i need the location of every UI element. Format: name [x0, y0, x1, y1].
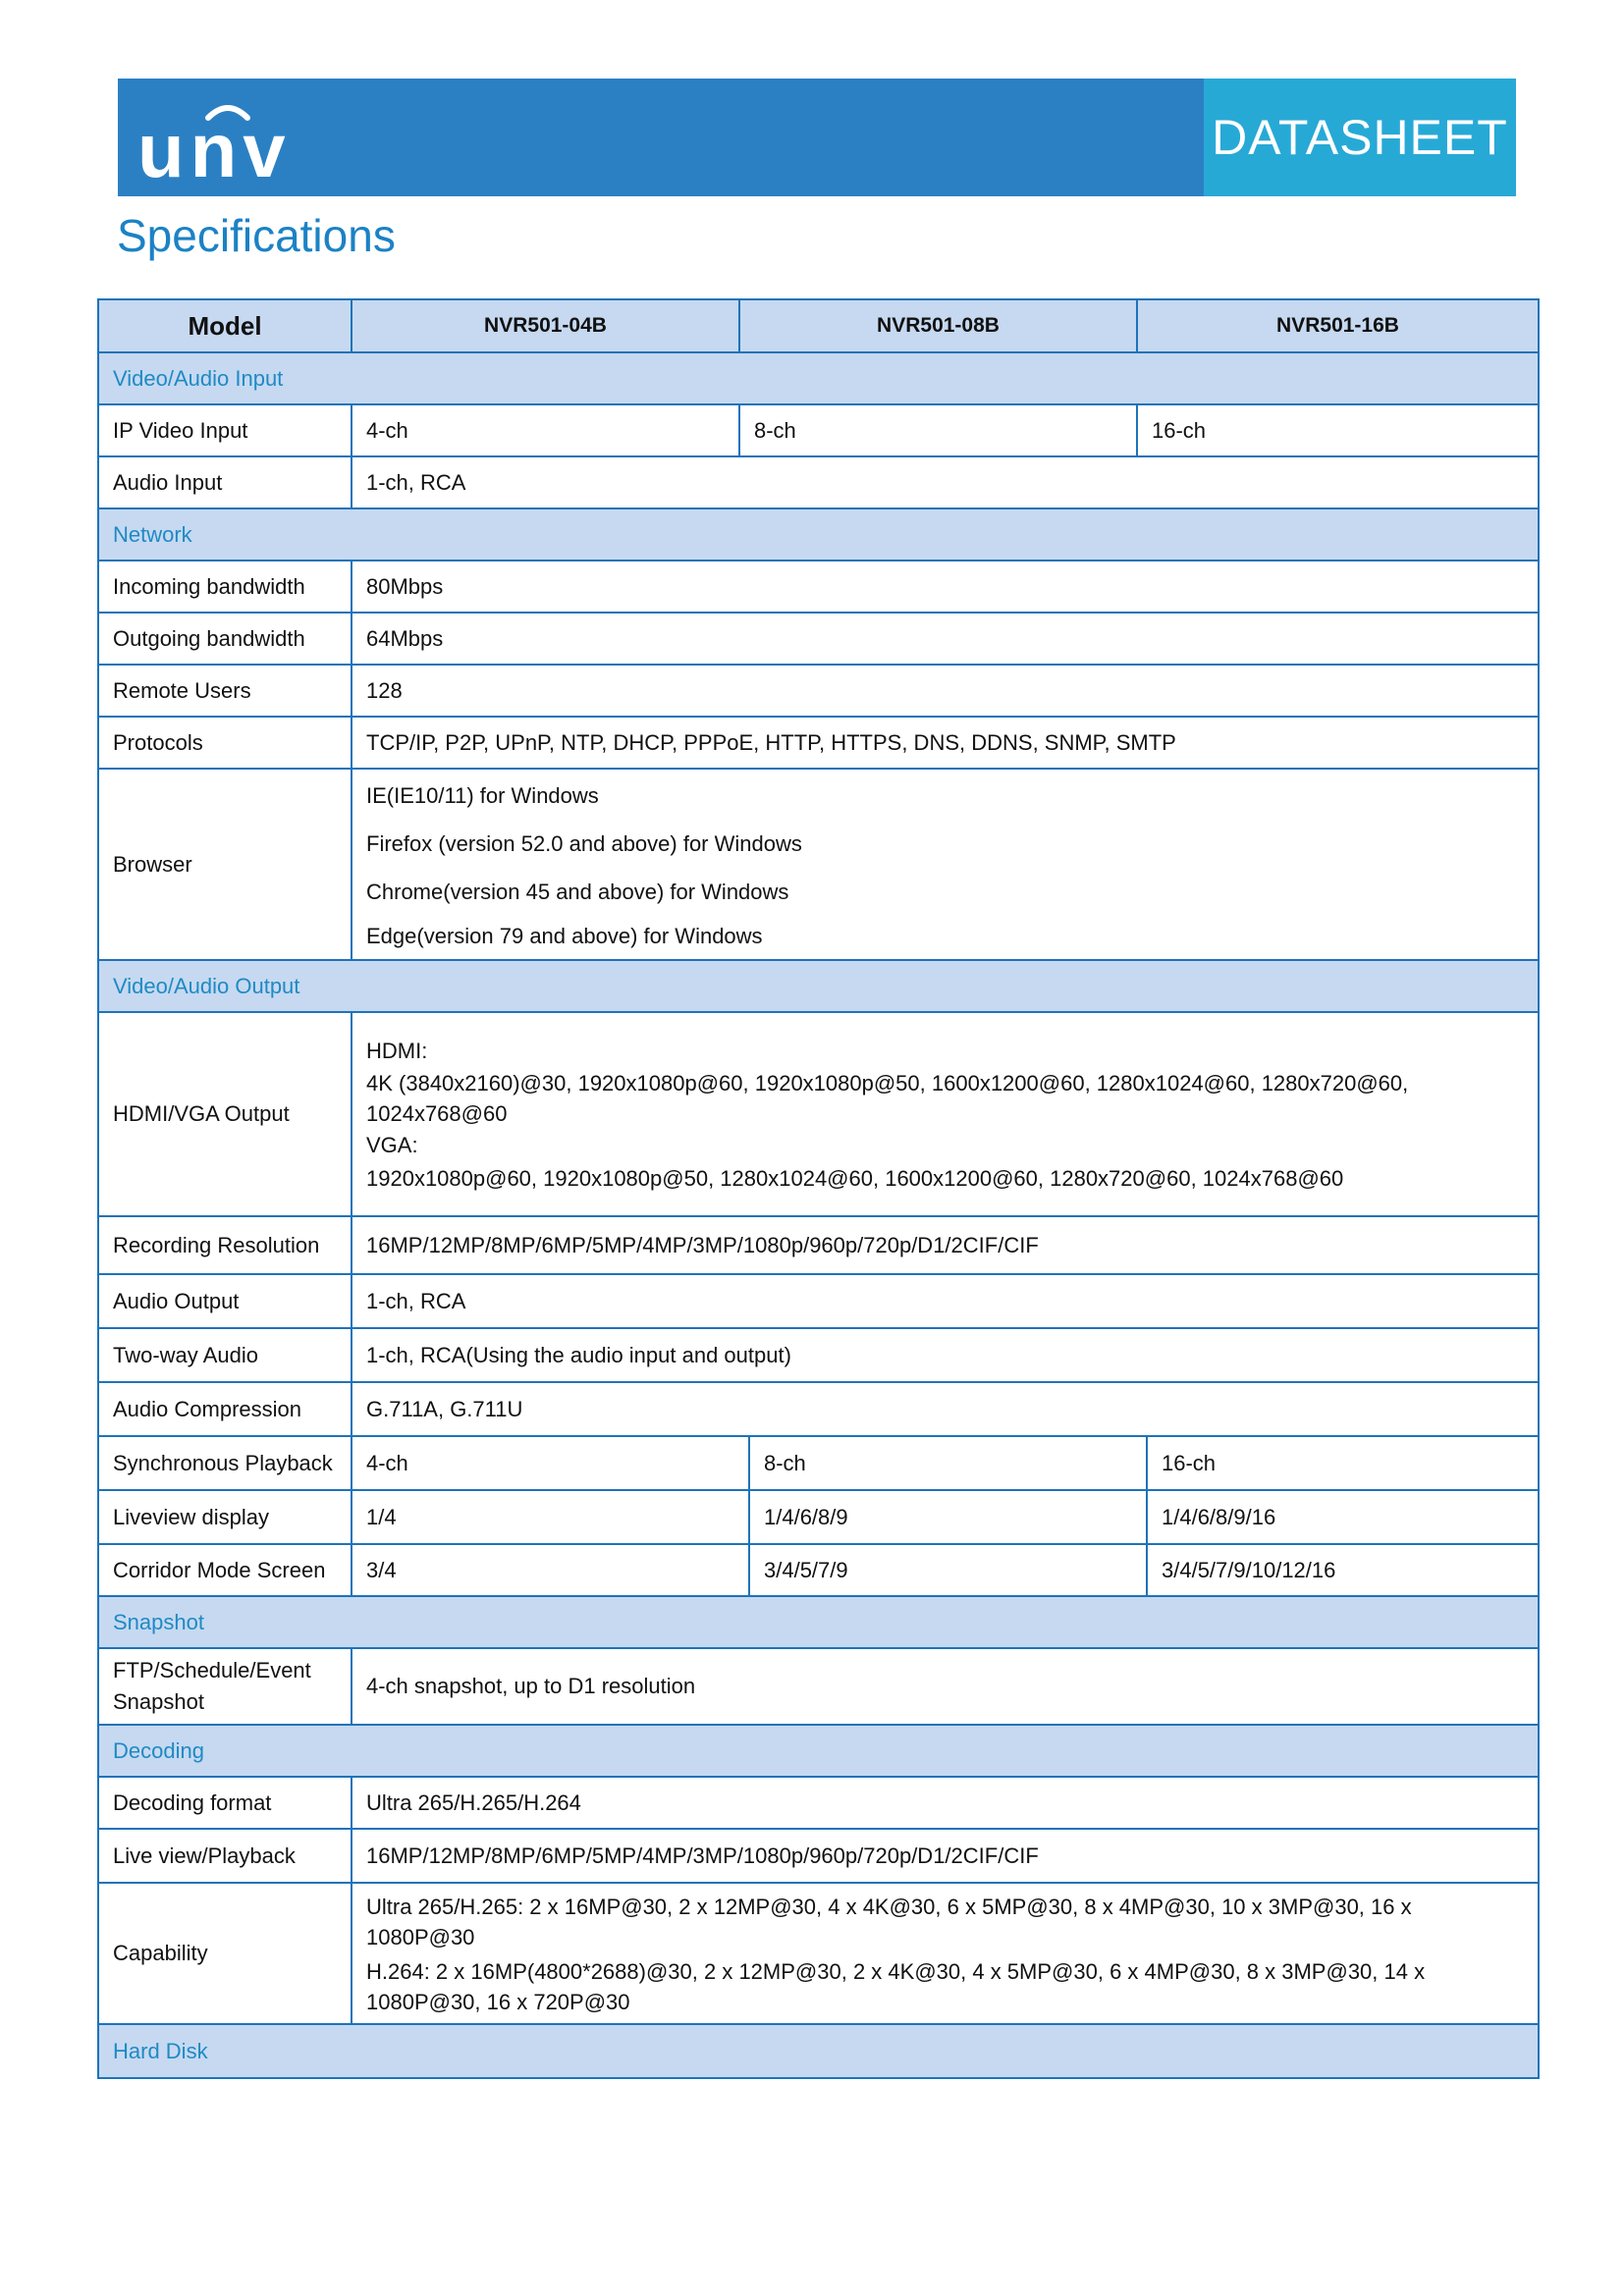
row-label: Incoming bandwidth [98, 561, 352, 613]
vga-line: 1920x1080p@60, 1920x1080p@50, 1280x1024@60, 1600x1200@60, 1280x720@60, 1024x768@60 [366, 1166, 1344, 1191]
row-label: Audio Input [98, 456, 352, 508]
cell-value: 64Mbps [352, 613, 1539, 665]
cell-value: 1-ch, RCA(Using the audio input and output) [352, 1328, 1539, 1382]
cell-value: 16-ch [1147, 1436, 1539, 1490]
row-label: Capability [98, 1883, 352, 2024]
vga-line: VGA: [366, 1133, 418, 1157]
header-banner [118, 79, 1516, 196]
row-label: Decoding format [98, 1777, 352, 1829]
browser-line: Edge(version 79 and above) for Windows [366, 924, 763, 948]
table-row [98, 456, 1539, 508]
row-label: Two-way Audio [98, 1328, 352, 1382]
cell-value: 1/4 [352, 1490, 749, 1544]
svg-text:unv: unv [137, 107, 292, 188]
cell-value: 1/4/6/8/9 [749, 1490, 1147, 1544]
table-row [98, 1012, 1539, 1216]
cell-value: 128 [352, 665, 1539, 717]
row-label: IP Video Input [98, 404, 352, 456]
row-label: Browser [98, 769, 352, 960]
section-row [98, 352, 1539, 404]
cell-value: 8-ch [749, 1436, 1147, 1490]
row-label: Remote Users [98, 665, 352, 717]
cell-value: Ultra 265/H.265/H.264 [352, 1777, 1539, 1829]
row-label: Recording Resolution [98, 1216, 352, 1274]
cell-value [352, 769, 1539, 960]
spec-table [97, 298, 1540, 2079]
cell-value: 16MP/12MP/8MP/6MP/5MP/4MP/3MP/1080p/960p/720p/D1/2CIF/CIF [352, 1829, 1539, 1883]
section-row [98, 1596, 1539, 1648]
row-label: Audio Compression [98, 1382, 352, 1436]
section-hard-disk: Hard Disk [98, 2024, 1539, 2078]
table-row [98, 665, 1539, 717]
table-row [98, 1777, 1539, 1829]
section-row [98, 508, 1539, 561]
table-row [98, 1274, 1539, 1328]
header-model: Model [98, 299, 352, 352]
doc-type-label: DATASHEET [1204, 79, 1516, 196]
cell-value: 4-ch snapshot, up to D1 resolution [352, 1648, 1539, 1725]
row-label: Outgoing bandwidth [98, 613, 352, 665]
section-snapshot: Snapshot [98, 1596, 1539, 1648]
cell-value: 80Mbps [352, 561, 1539, 613]
section-video-audio-output: Video/Audio Output [98, 960, 1539, 1012]
cell-value: 4-ch [352, 404, 739, 456]
section-row [98, 1725, 1539, 1777]
browser-line: IE(IE10/11) for Windows [366, 783, 599, 808]
row-label: FTP/Schedule/Event Snapshot [98, 1648, 352, 1725]
cell-value [352, 1883, 1539, 2024]
header-model-3: NVR501-16B [1137, 299, 1539, 352]
row-label: Live view/Playback [98, 1829, 352, 1883]
table-row [98, 1490, 1539, 1544]
section-row [98, 2024, 1539, 2078]
capability-line: Ultra 265/H.265: 2 x 16MP@30, 2 x 12MP@30, 4 x 4K@30, 6 x 5MP@30, 8 x 4MP@30, 10 x 3MP@30, 16 x 1080P@30 [366, 1895, 1412, 1949]
cell-value: 3/4/5/7/9 [749, 1544, 1147, 1596]
table-row [98, 717, 1539, 769]
browser-line: Firefox (version 52.0 and above) for Windows [366, 831, 802, 856]
cell-value: G.711A, G.711U [352, 1382, 1539, 1436]
header-model-2: NVR501-08B [739, 299, 1137, 352]
hdmi-line: HDMI: [366, 1039, 428, 1063]
section-network: Network [98, 508, 1539, 561]
table-row [98, 769, 1539, 960]
table-row [98, 1829, 1539, 1883]
browser-line: Chrome(version 45 and above) for Windows [366, 880, 789, 904]
unv-logo [137, 100, 412, 188]
cell-value [352, 1012, 1539, 1216]
section-video-audio-input: Video/Audio Input [98, 352, 1539, 404]
row-label: Liveview display [98, 1490, 352, 1544]
cell-value: 8-ch [739, 404, 1137, 456]
cell-value: 16-ch [1137, 404, 1539, 456]
table-row [98, 561, 1539, 613]
row-label: HDMI/VGA Output [98, 1012, 352, 1216]
cell-value: 3/4 [352, 1544, 749, 1596]
cell-value: 3/4/5/7/9/10/12/16 [1147, 1544, 1539, 1596]
section-decoding: Decoding [98, 1725, 1539, 1777]
cell-value: 16MP/12MP/8MP/6MP/5MP/4MP/3MP/1080p/960p/720p/D1/2CIF/CIF [352, 1216, 1539, 1274]
row-label: Protocols [98, 717, 352, 769]
row-label: Synchronous Playback [98, 1436, 352, 1490]
cell-value: TCP/IP, P2P, UPnP, NTP, DHCP, PPPoE, HTTP, HTTPS, DNS, DDNS, SNMP, SMTP [352, 717, 1539, 769]
row-label: Audio Output [98, 1274, 352, 1328]
table-row [98, 1382, 1539, 1436]
table-row [98, 1328, 1539, 1382]
cell-value: 1-ch, RCA [352, 1274, 1539, 1328]
row-label: Corridor Mode Screen [98, 1544, 352, 1596]
cell-value: 1/4/6/8/9/16 [1147, 1490, 1539, 1544]
table-row [98, 1544, 1539, 1596]
table-header-row [98, 299, 1539, 352]
header-model-1: NVR501-04B [352, 299, 739, 352]
table-row [98, 1648, 1539, 1725]
cell-value: 4-ch [352, 1436, 749, 1490]
table-row [98, 613, 1539, 665]
cell-value: 1-ch, RCA [352, 456, 1539, 508]
table-row [98, 1883, 1539, 2024]
hdmi-line: 4K (3840x2160)@30, 1920x1080p@60, 1920x1080p@50, 1600x1200@60, 1280x1024@60, 1280x720@60, 1024x768@60 [366, 1071, 1409, 1126]
table-row [98, 404, 1539, 456]
page-title: Specifications [117, 210, 396, 261]
section-row [98, 960, 1539, 1012]
table-row [98, 1436, 1539, 1490]
table-row [98, 1216, 1539, 1274]
capability-line: H.264: 2 x 16MP(4800*2688)@30, 2 x 12MP@30, 2 x 4K@30, 4 x 5MP@30, 6 x 4MP@30, 8 x 3MP@30, 14 x 1080P@30, 16 x 720P@30 [366, 1959, 1426, 2014]
